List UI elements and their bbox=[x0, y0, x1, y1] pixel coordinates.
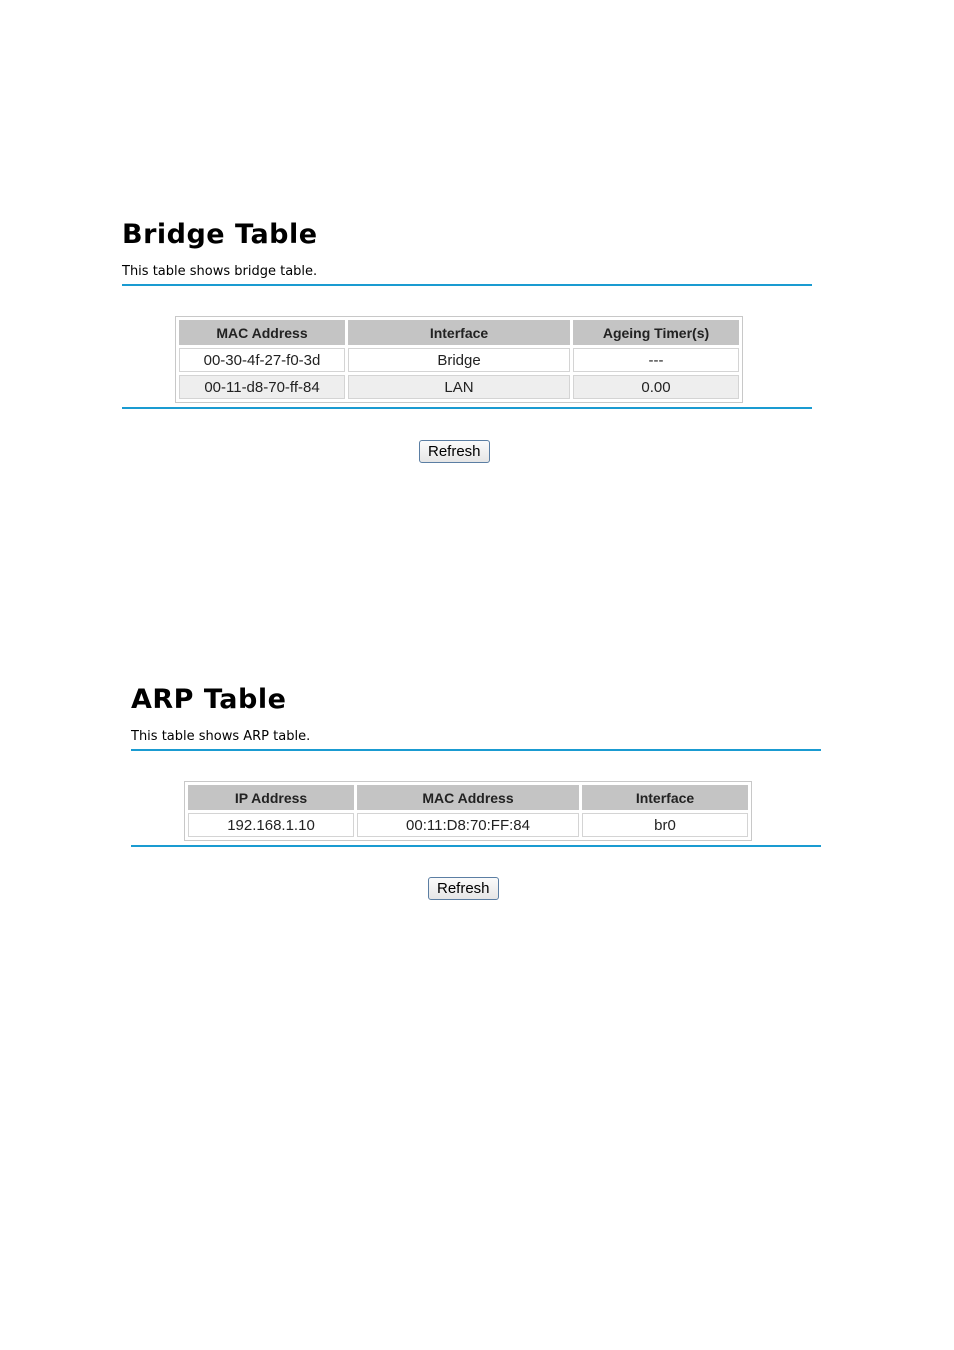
bridge-cell-mac: 00-30-4f-27-f0-3d bbox=[179, 348, 345, 372]
bridge-cell-ageing: --- bbox=[573, 348, 739, 372]
bridge-cell-ageing: 0.00 bbox=[573, 375, 739, 399]
bridge-title: Bridge Table bbox=[122, 219, 318, 250]
arp-col-ip: IP Address bbox=[188, 785, 354, 810]
arp-cell-interface: br0 bbox=[582, 813, 748, 837]
table-row bbox=[179, 348, 739, 372]
bridge-table bbox=[175, 316, 743, 403]
arp-cell-ip: 192.168.1.10 bbox=[188, 813, 354, 837]
table-row bbox=[179, 375, 739, 399]
bridge-bottom-divider bbox=[122, 407, 812, 409]
arp-refresh-button[interactable]: Refresh bbox=[428, 877, 499, 900]
bridge-table-header bbox=[179, 320, 739, 345]
bridge-col-mac: MAC Address bbox=[179, 320, 345, 345]
arp-table-header bbox=[188, 785, 748, 810]
bridge-cell-interface: Bridge bbox=[348, 348, 570, 372]
table-row bbox=[188, 813, 748, 837]
arp-title: ARP Table bbox=[131, 684, 287, 715]
arp-cell-mac: 00:11:D8:70:FF:84 bbox=[357, 813, 579, 837]
bridge-description: This table shows bridge table. bbox=[122, 264, 318, 279]
arp-bottom-divider bbox=[131, 845, 821, 847]
arp-col-mac: MAC Address bbox=[357, 785, 579, 810]
arp-section bbox=[131, 683, 821, 917]
arp-col-interface: Interface bbox=[582, 785, 748, 810]
bridge-col-interface: Interface bbox=[348, 320, 570, 345]
bridge-top-divider bbox=[122, 284, 812, 286]
bridge-cell-interface: LAN bbox=[348, 375, 570, 399]
bridge-refresh-button[interactable]: Refresh bbox=[419, 440, 490, 463]
arp-table bbox=[184, 781, 752, 841]
arp-top-divider bbox=[131, 749, 821, 751]
bridge-cell-mac: 00-11-d8-70-ff-84 bbox=[179, 375, 345, 399]
bridge-section bbox=[122, 218, 812, 480]
arp-description: This table shows ARP table. bbox=[131, 729, 311, 744]
bridge-col-ageing: Ageing Timer(s) bbox=[573, 320, 739, 345]
